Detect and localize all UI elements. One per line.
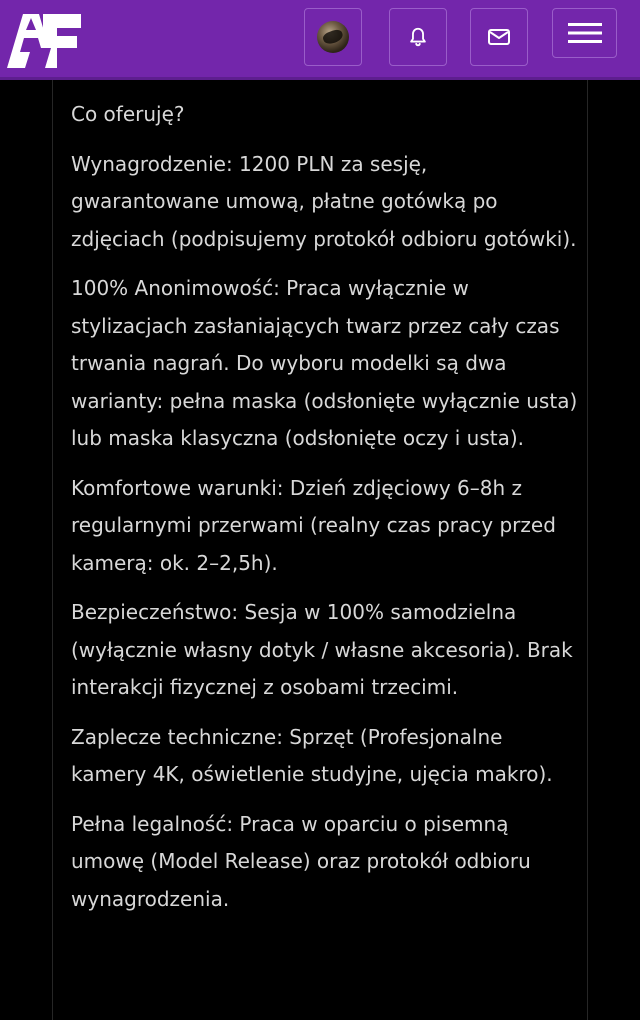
offer-paragraph-salary: Wynagrodzenie: 1200 PLN za sesję, gwarantowane umową, płatne gotówką po zdjęciach (podpisujemy protokół odbioru gotówki).	[71, 151, 577, 251]
hamburger-menu-icon	[568, 21, 602, 45]
offer-paragraph-safety: Bezpieczeństwo: Sesja w 100% samodzielna (wyłącznie własny dotyk / własne akcesoria). Brak interakcji fizycznej z osobami trzecimi.	[71, 600, 573, 699]
af-logo-icon	[5, 8, 83, 70]
notifications-button[interactable]	[389, 8, 447, 66]
offer-heading: Co oferuję?	[71, 102, 185, 126]
offer-paragraph-legality: Pełna legalność: Praca w oparciu o pisemną umowę (Model Release) oraz protokół odbioru wynagrodzenia.	[71, 811, 531, 911]
offer-description	[71, 96, 581, 930]
user-avatar-button[interactable]	[304, 8, 362, 66]
messages-button[interactable]	[470, 8, 528, 66]
offer-paragraph-anonymity: 100% Anonimowość: Praca wyłącznie w stylizacjach zasłaniających twarz przez cały czas trwania nagrań. Do wyboru modelki są dwa warianty: pełna maska (odsłonięte wyłącznie usta) lub maska klasyczna (odsłonięte oczy i usta).	[71, 276, 578, 450]
avatar	[317, 21, 349, 53]
top-navigation-bar	[0, 0, 640, 80]
hamburger-menu-button[interactable]	[552, 8, 617, 58]
site-logo[interactable]	[5, 8, 83, 70]
mail-icon	[487, 27, 511, 47]
offer-paragraph-equipment: Zaplecze techniczne: Sprzęt (Profesjonalne kamery 4K, oświetlenie studyjne, ujęcia makro).	[71, 724, 553, 786]
offer-paragraph-conditions: Komfortowe warunki: Dzień zdjęciowy 6–8h z regularnymi przerwami (realny czas pracy przed kamerą: ok. 2–2,5h).	[71, 475, 556, 575]
bell-icon	[407, 26, 429, 48]
